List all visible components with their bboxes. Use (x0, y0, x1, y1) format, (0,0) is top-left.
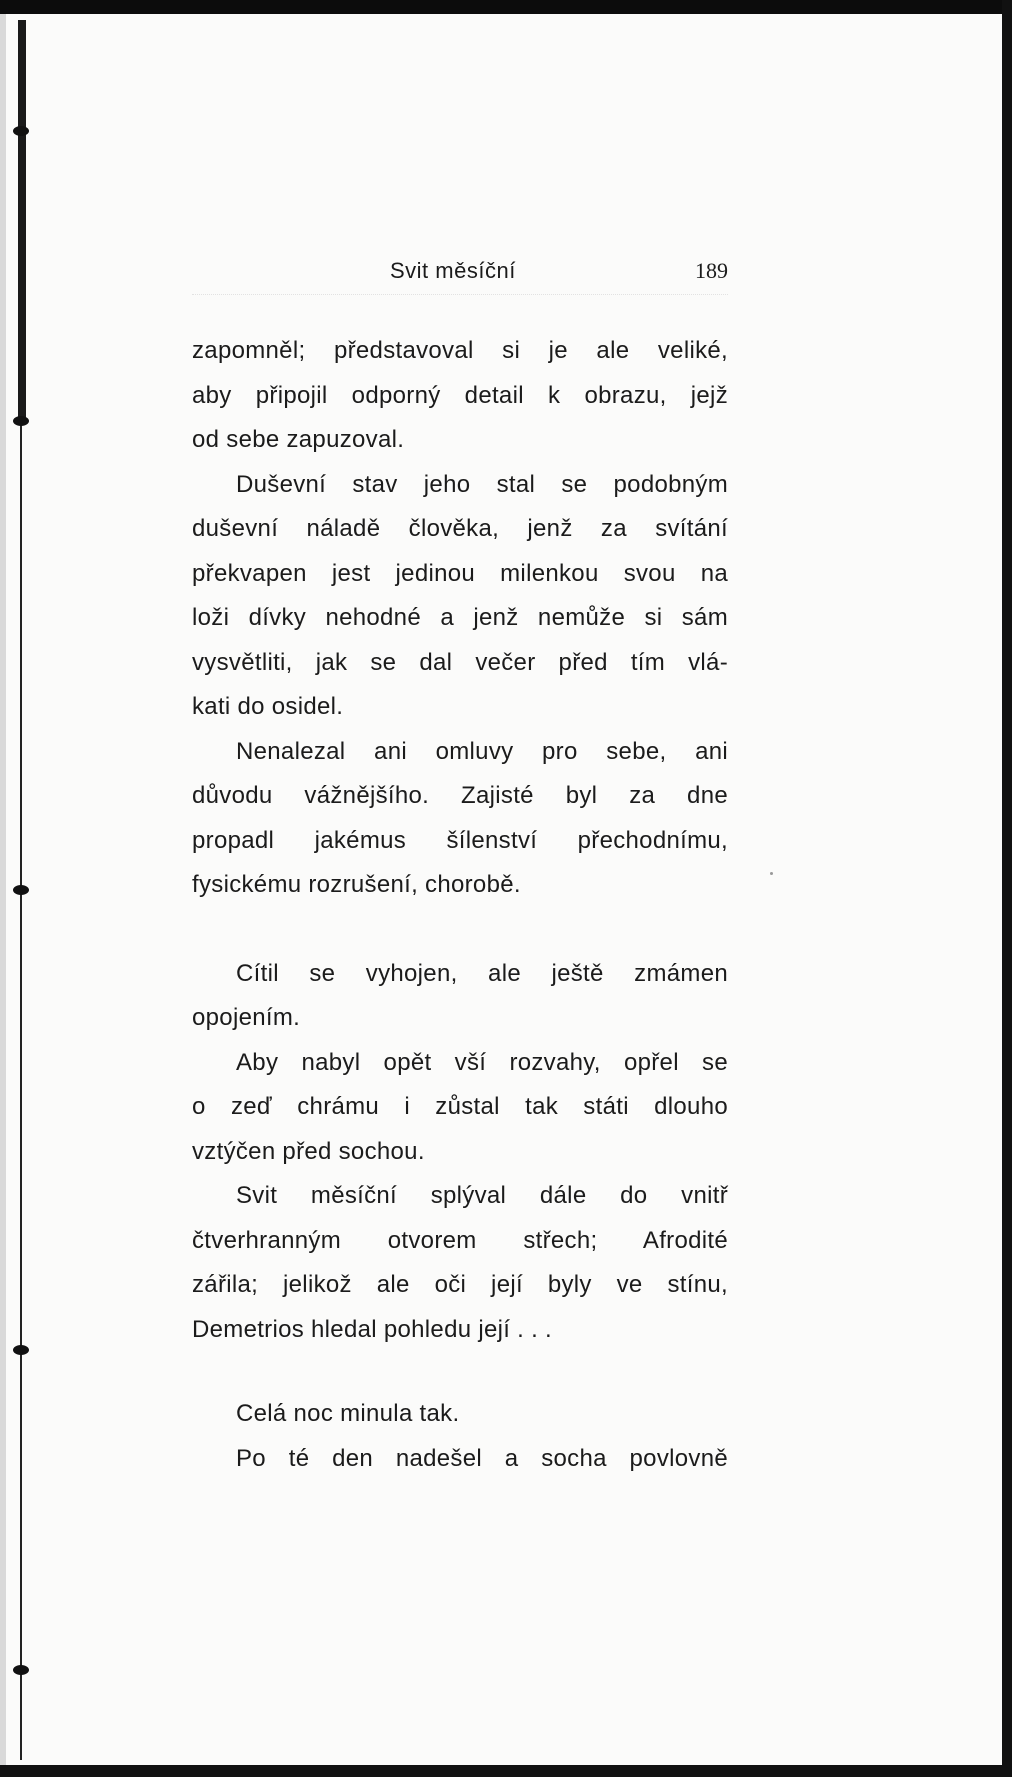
text-line: Po té den nadešel a socha povlovně (236, 1444, 728, 1472)
text-line: Celá noc minula tak. (236, 1400, 460, 1427)
text-line: zářila; jelikož ale oči její byly ve stínu, (192, 1271, 728, 1298)
section-break (192, 908, 728, 952)
text-line: důvodu vážnějšího. Zajisté byl za dne (192, 782, 728, 809)
text-line: Nenalezal ani omluvy pro sebe, ani (236, 737, 728, 765)
binding-spine-dark (18, 20, 26, 420)
binding-stitch (13, 885, 29, 895)
text-line: opojením. (192, 1004, 301, 1031)
text-line: aby připojil odporný detail k obrazu, jejž (192, 381, 728, 409)
text-line: od sebe zapuzoval. (192, 426, 405, 453)
running-title: Svit měsíční (390, 258, 516, 283)
text-line: vztýčen před sochou. (192, 1137, 425, 1165)
binding-stitch (13, 1665, 29, 1675)
book-binding (18, 20, 24, 1760)
binding-stitch (13, 1345, 29, 1355)
text-line: duševní náladě člověka, jenž za svítání (192, 515, 728, 542)
text-line: o zeď chrámu i zůstal tak státi dlouho (192, 1093, 728, 1120)
text-line: Cítil se vyhojen, ale ještě zmámen (236, 959, 728, 987)
text-line: vysvětliti, jak se dal večer před tím vlá- (192, 648, 728, 676)
text-line: Svit měsíční splýval dále do vnitř (236, 1182, 728, 1209)
scan-top-edge (0, 0, 1012, 14)
binding-stitch (13, 126, 29, 136)
book-page (192, 258, 728, 1481)
section-break (192, 1352, 728, 1392)
text-line: zapomněl; představoval si je ale veliké, (192, 337, 728, 364)
text-line: překvapen jest jedinou milenkou svou na (192, 559, 728, 587)
text-line: kati do osidel. (192, 693, 344, 720)
scan-left-shadow (0, 14, 6, 1765)
page-number: 189 (695, 258, 728, 283)
text-line: čtverhranným otvorem střech; Afrodité (192, 1226, 728, 1254)
paper-speck (770, 872, 773, 875)
binding-stitch (13, 416, 29, 426)
running-head (192, 258, 728, 295)
text-line: Duševní stav jeho stal se podobným (236, 470, 728, 498)
scan-right-edge (1002, 0, 1012, 1777)
text-line: Aby nabyl opět vší rozvahy, opřel se (236, 1048, 728, 1076)
text-line: Demetrios hledal pohledu její . . . (192, 1315, 553, 1343)
text-line: loži dívky nehodné a jenž nemůže si sám (192, 604, 728, 631)
text-line: propadl jakémus šílenství přechodnímu, (192, 826, 728, 854)
text-line: fysickému rozrušení, chorobě. (192, 871, 521, 898)
scan-bottom-edge (0, 1765, 1012, 1777)
body-text (192, 329, 728, 1481)
